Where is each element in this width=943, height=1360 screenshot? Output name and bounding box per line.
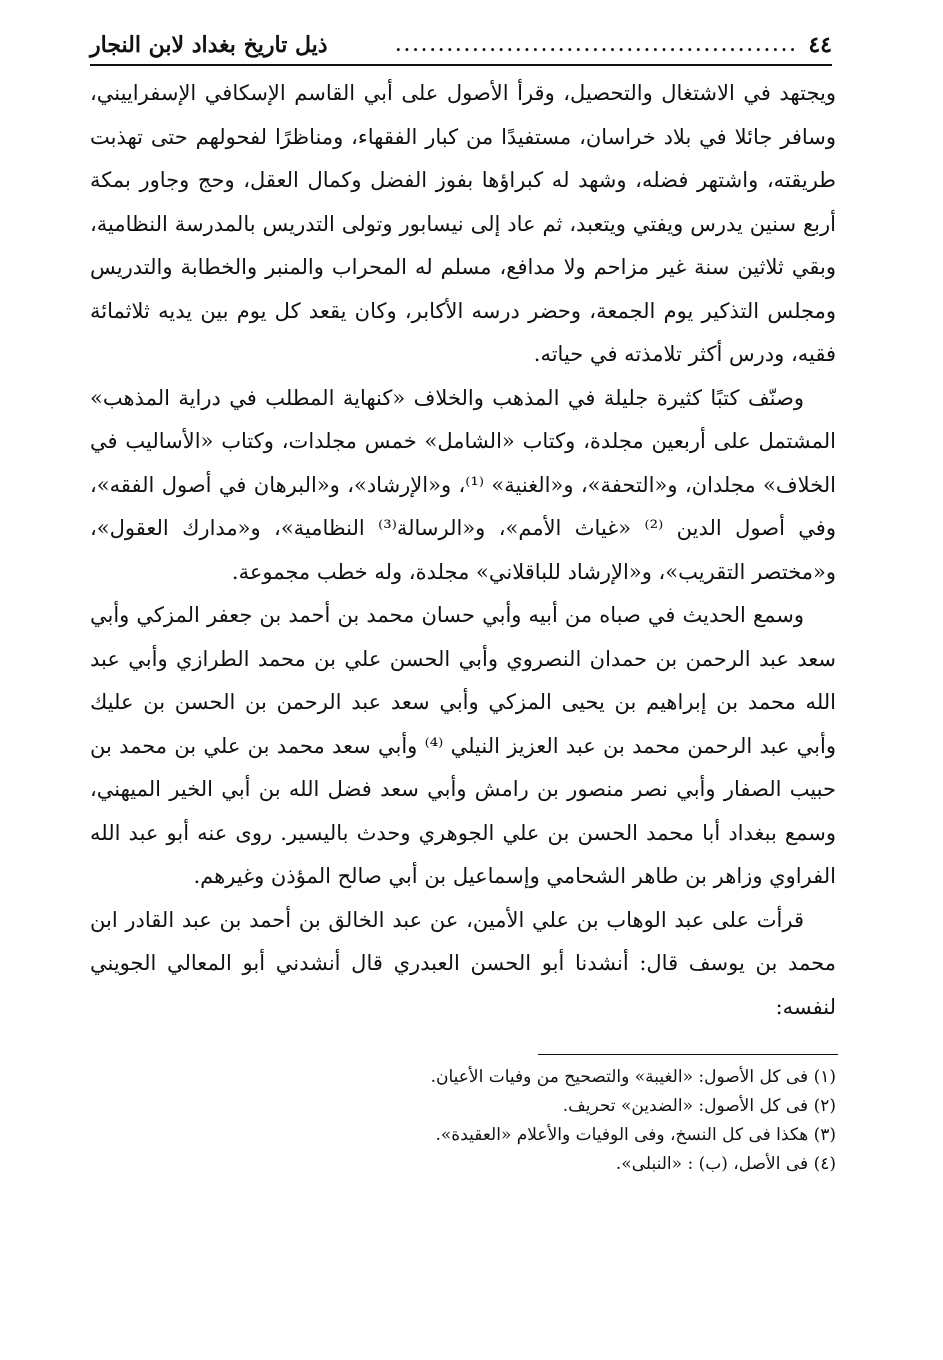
footnote-separator <box>538 1054 838 1055</box>
page-number: ٤٤ <box>808 32 832 58</box>
paragraph: قرأت على عبد الوهاب بن علي الأمين، عن عبد الخالق بن أحمد بن عبد القادر ابن محمد بن يوسف قال: أنشدنا أبو الحسن العبدري قال أنشدني أبو المعالي الجويني لنفسه: <box>90 907 836 1019</box>
main-text <box>90 72 836 1029</box>
paragraph: وصنّف كتبًا كثيرة جليلة في المذهب والخلاف «كنهاية المطلب في دراية المذهب» المشتمل على أربعين مجلدة، وكتاب «الشامل» خمس مجلدات، وكتاب «الأساليب في الخلاف» مجلدان، و«التحفة»، و«الغنية» ⁽¹⁾، و«الإرشاد»، و«البرهان في أصول الفقه»، وفي أصول الدين ⁽²⁾ «غياث الأمم»، و«الرسالة⁽³⁾ النظامية»، و«مدارك العقول»، و«مختصر التقريب»، و«الإرشاد للباقلاني» مجلدة، وله خطب مجموعة. <box>90 385 836 584</box>
footnote: (١) فى كل الأصول: «الغيبة» والتصحيح من وفيات الأعيان. <box>430 1067 836 1087</box>
footnotes <box>90 1063 836 1179</box>
page-header <box>90 26 832 66</box>
paragraph: ويجتهد في الاشتغال والتحصيل، وقرأ الأصول على أبي القاسم الإسكافي الإسفراييني، وسافر جائلا في بلاد خراسان، مستفيدًا من كبار الفقهاء، ومناظرًا لفحولهم حتى تهذبت طريقته، واشتهر فضله، وشهد له كبراؤها بفوز الفضل وكمال العقل، وحج وجاور بمكة أربع سنين يدرس ويفتي ويتعبد، ثم عاد إلى نيسابور وتولى التدريس بالمدرسة النظامية، وبقي ثلاثين سنة غير مزاحم ولا مدافع، مسلم له المحراب والمنبر والخطابة والتدريس ومجلس التذكير يوم الجمعة، وحضر درسه الأكابر، وكان يقعد كل يوم بين يديه ثلاثمائة فقيه، ودرس أكثر تلامذته في حياته. <box>90 81 836 366</box>
header-leader-dots: ............................................... <box>395 35 799 55</box>
footnote: (٢) فى كل الأصول: «الضدين» تحريف. <box>562 1096 836 1116</box>
running-title: ذيل تاريخ بغداد لابن النجار <box>90 32 328 58</box>
footnote: (٣) هكذا فى كل النسخ، وفى الوفيات والأعلام «العقيدة». <box>435 1125 836 1145</box>
footnote: (٤) فى الأصل، (ب) : «النبلى». <box>615 1154 836 1174</box>
paragraph: وسمع الحديث في صباه من أبيه وأبي حسان محمد بن أحمد بن جعفر المزكي وأبي سعد عبد الرحمن بن حمدان النصروي وأبي الحسن علي بن محمد الطرازي وأبي عبد الله محمد بن إبراهيم بن يحيى المزكي وأبي سعد عبد الرحمن بن الحسن بن عليك وأبي عبد الرحمن محمد بن عبد العزيز النيلي ⁽⁴⁾ وأبي سعد محمد بن علي بن محمد بن حبيب الصفار وأبي نصر منصور بن رامش وأبي سعد فضل الله بن أبي الخير الميهني، وسمع ببغداد أبا محمد الحسن بن علي الجوهري وحدث باليسير. روى عنه أبو عبد الله الفراوي وزاهر بن طاهر الشحامي وإسماعيل بن أبي صالح المؤذن وغيرهم. <box>90 603 837 888</box>
